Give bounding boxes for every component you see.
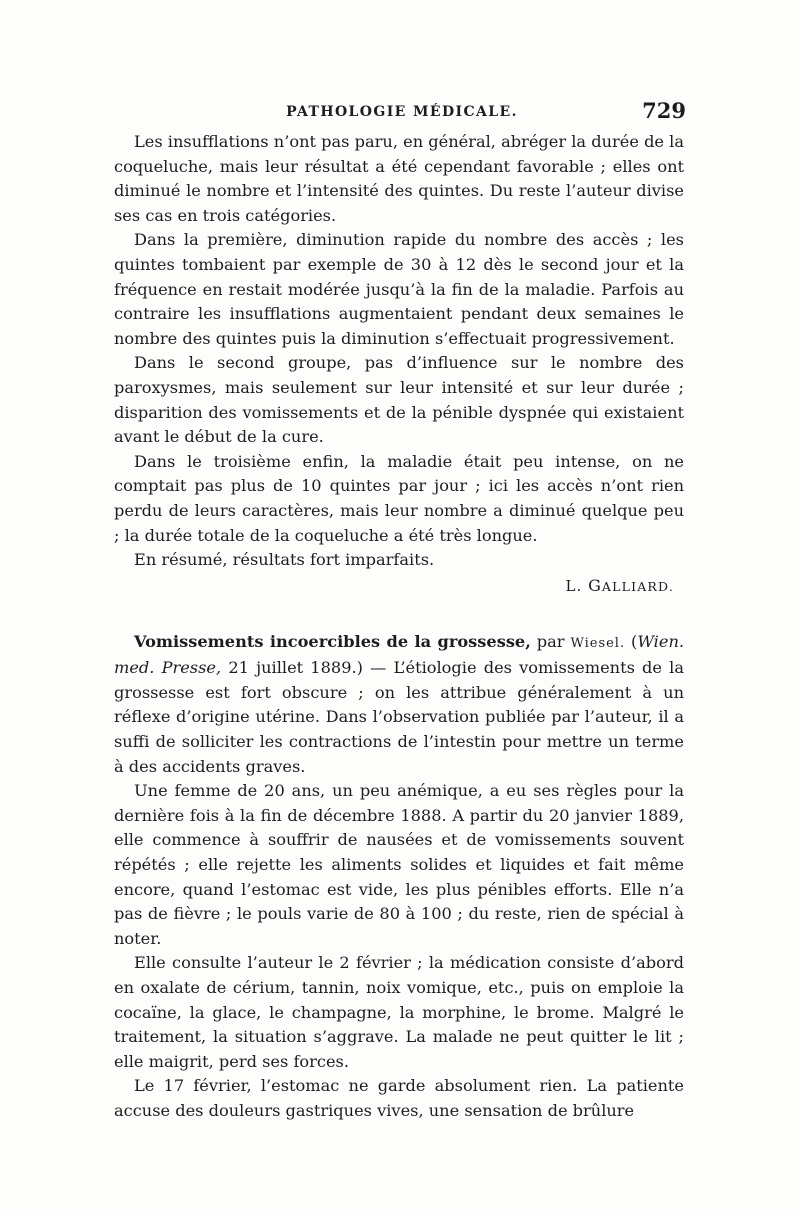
paragraph: Une femme de 20 ans, un peu anémique, a eu ses règles pour la dernière fois à la fin de décembre 1888. A partir du 20 janvier 1889, elle commence à souffrir de nausées et de vomissements souvent répétés ; elle rejette les aliments solides et liquides et fait même encore, quand l’estomac est vide, les plus pénibles efforts. Elle n’a pas de fièvre ; le pouls varie de 80 à 100 ; du reste, rien de spécial à noter. — [114, 781, 684, 948]
paragraph: Dans la première, diminution rapide du nombre des accès ; les quintes tombaient par exemple de 30 à 12 dès le second jour et la fréquence en restait modérée jusqu’à la fin de la maladie. Parfois au contraire les insufflations augmentaient pendant deux semaines le nombre des quintes puis la diminution s’effectuait progressivement. — [114, 230, 684, 348]
paragraph: En résumé, résultats fort imparfaits. — [134, 550, 435, 570]
paragraph: Dans le troisième enfin, la maladie était peu intense, on ne comptait pas plus de 10 quintes par jour ; ici les accès n’ont rien perdu de leurs caractères, mais leur nombre a diminué quelque peu ; la durée totale de la coqueluche a été très longue. — [114, 451, 684, 545]
paragraph: Les insufflations n’ont pas paru, en général, abréger la durée de la coqueluche, mais leur résultat a été cependant favorable ; elles ont diminué le nombre et l’intensité des quintes. Du reste l’auteur divise ses cas en trois catégories. — [114, 132, 684, 225]
intro-text: — L’étiologie des vomissements de la grossesse est fort obscure ; on les attribue généralement à un réflexe d’origine utérine. Dans l’observation publiée par l’auteur, il a suffi de solliciter les contractions de l’intestin pour mettre un terme à des accidents graves. — [114, 658, 684, 776]
citation-date: 21 juillet 1889.) — [228, 658, 363, 678]
citation-open: ( — [631, 631, 638, 651]
paragraph: Le 17 février, l’estomac ne garde absolument rien. La patiente accuse des douleurs gastriques vives, une sensation de brûlure — [114, 1076, 684, 1120]
page-number: 729 — [642, 98, 686, 123]
article-intro — [114, 630, 684, 780]
paragraph: Elle consulte l’auteur le 2 février ; la médication consiste d’abord en oxalate de cérium, tannin, noix vomique, etc., puis on emploie la cocaïne, la glace, le champagne, la morphine, le brome. Malgré le traitement, la situation s’aggrave. La malade ne peut quitter le lit ; elle maigrit, perd ses forces. — [114, 953, 684, 1071]
paragraph: Dans le second groupe, pas d’influence sur le nombre des paroxysmes, mais seulement sur leur intensité et sur leur durée ; disparition des vomissements et de la pénible dyspnée qui existaient avant le début de la cure. — [114, 353, 684, 447]
article-title: Vomissements incoercibles de la grossesse, — [134, 631, 531, 651]
page-body — [114, 130, 684, 1124]
signature-initial: L. — [565, 576, 583, 595]
signature-surname-initial: G — [588, 575, 602, 595]
article-by: par — [536, 631, 565, 651]
page-header — [118, 98, 686, 128]
signature-surname-rest: ALLIARD. — [601, 578, 674, 594]
author-signature — [114, 573, 684, 600]
running-title: PATHOLOGIE MÉDICALE. — [286, 104, 518, 120]
journal-name: Wien. med. Presse, — [114, 631, 685, 678]
article-author: Wiesel. — [570, 635, 626, 651]
